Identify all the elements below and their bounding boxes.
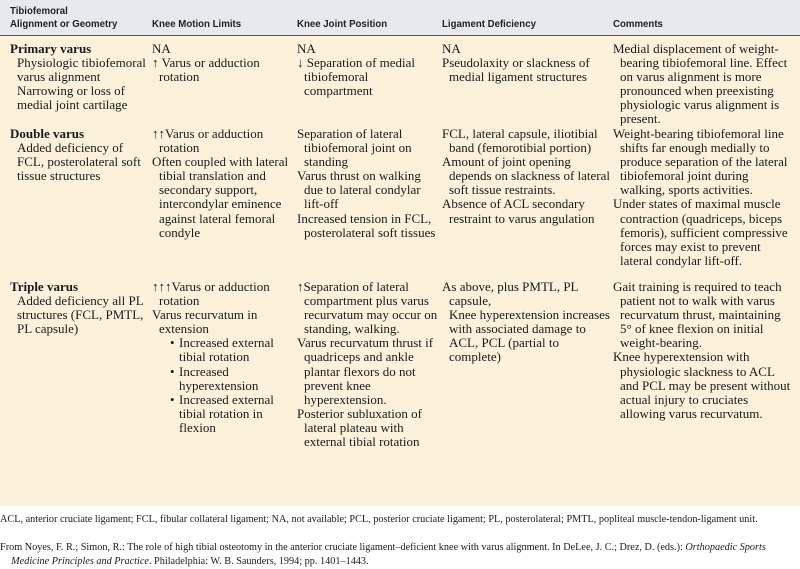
row-heading: Primary varus bbox=[10, 41, 92, 56]
bullet-item: • Increased external tibial rotation in flexion bbox=[152, 393, 295, 435]
cell-comments bbox=[613, 127, 793, 268]
row-heading: Double varus bbox=[10, 126, 85, 141]
footnote-source bbox=[0, 541, 766, 568]
header-joint-position: Knee Joint Position bbox=[297, 18, 388, 30]
cell-motion-limits bbox=[152, 42, 295, 84]
cell-entry: Absence of ACL secondary restraint to varus angulation bbox=[442, 196, 595, 226]
cell-motion-limits bbox=[152, 280, 295, 435]
cell-comments bbox=[613, 280, 793, 421]
cell-entry: Varus recurvatum thrust if quadriceps and ankle plantar flexors do not prevent knee hyperextension. bbox=[297, 335, 434, 407]
source-prefix: From Noyes, F. R.; Simon, R.: The role of high tibial osteotomy in the anterior cruciate ligament–deficient knee with varus alignment. In DeLee, J. C.; Drez, D. (eds.): bbox=[0, 541, 686, 553]
cell-alignment bbox=[10, 127, 150, 183]
cell-entry: Added deficiency of FCL, posterolateral soft tissue structures bbox=[17, 140, 141, 184]
cell-entry: Increased tension in FCL, posterolateral soft tissues bbox=[297, 210, 436, 240]
cell-motion-limits bbox=[152, 127, 295, 240]
cell-entry: Gait training is required to teach patient not to walk with varus recurvatum thrust, maintaining 5° of knee flexion on initial weight-bearing. bbox=[613, 279, 782, 351]
cell-alignment bbox=[10, 280, 150, 336]
header-comments: Comments bbox=[613, 18, 663, 30]
source-title: Orthopaedic Sports Medicine Principles and Practice bbox=[11, 541, 766, 567]
cell-ligament-deficiency bbox=[442, 127, 612, 226]
cell-entry: Weight-bearing tibiofemoral line shifts far enough medially to produce separation of the lateral tibiofemoral joint during walking, sports activities. bbox=[613, 126, 788, 198]
cell-entry: ↑↑↑Varus or adduction rotation bbox=[152, 279, 270, 309]
cell-ligament-deficiency bbox=[442, 280, 612, 365]
cell-entry: ↑↑Varus or adduction rotation bbox=[152, 126, 264, 156]
cell-entry: NA bbox=[442, 41, 461, 56]
cell-alignment bbox=[10, 42, 150, 112]
cell-entry: Medial displacement of weight-bearing tibiofemoral line. Effect on varus alignment is more pronounced when preexisting physiologic varus alignment is present. bbox=[613, 41, 788, 127]
cell-entry: ↑Separation of lateral compartment plus varus recurvatum may occur on standing, walking. bbox=[297, 279, 438, 337]
cell-entry: ↓ Separation of medial tibiofemoral compartment bbox=[297, 55, 416, 99]
cell-entry: NA bbox=[297, 41, 316, 56]
cell-joint-position bbox=[297, 280, 440, 449]
cell-entry: NA bbox=[152, 41, 171, 56]
cell-ligament-deficiency bbox=[442, 42, 612, 84]
cell-entry: Added deficiency all PL structures (FCL, PMTL, PL capsule) bbox=[17, 293, 144, 337]
cell-entry: Knee hyperextension increases with associated damage to ACL, PCL (partial to complete) bbox=[449, 307, 610, 365]
cell-entry: Varus thrust on walking due to lateral condylar lift-off bbox=[297, 168, 421, 212]
cell-entry: Knee hyperextension with physiologic slackness to ACL and PCL may be present without actual injury to cruciates allowing varus recurvatum. bbox=[613, 349, 791, 421]
footnote-abbreviations bbox=[0, 513, 758, 527]
cell-entry: Posterior subluxation of lateral plateau with external tibial rotation bbox=[297, 405, 422, 450]
cell-entry: Often coupled with lateral tibial translation and secondary support, intercondylar eminence against lateral femoral condyle bbox=[152, 154, 289, 240]
bullet-item: • Increased hyperextension bbox=[152, 365, 295, 393]
cell-comments bbox=[613, 42, 793, 127]
cell-entry: FCL, lateral capsule, iliotibial band (femorotibial portion) bbox=[442, 126, 598, 156]
cell-entry: Narrowing or loss of medial joint cartilage bbox=[17, 83, 128, 113]
cell-joint-position bbox=[297, 127, 440, 240]
header-ligament-deficiency: Ligament Deficiency bbox=[442, 18, 536, 30]
source-suffix: . Philadelphia: W. B. Saunders, 1994; pp. 1401–1443. bbox=[148, 554, 369, 567]
header-alignment: Tibiofemoral Alignment or Geometry bbox=[10, 5, 118, 30]
header-motion-limits: Knee Motion Limits bbox=[152, 18, 242, 30]
cell-entry: Pseudolaxity or slackness of medial ligament structures bbox=[442, 55, 590, 85]
bullet-item: • Increased external tibial rotation bbox=[152, 336, 295, 364]
table-header bbox=[0, 0, 800, 36]
cell-entry: Separation of lateral tibiofemoral joint on standing bbox=[297, 126, 412, 170]
cell-entry: As above, plus PMTL, PL capsule, bbox=[442, 279, 579, 309]
cell-entry: Under states of maximal muscle contraction (quadriceps, biceps femoris), sufficient compressive forces may exist to prevent lateral condylar lift-off. bbox=[613, 196, 788, 268]
cell-entry: Amount of joint opening depends on slackness of lateral soft tissue restraints. bbox=[442, 154, 611, 198]
cell-entry: Varus recurvatum in extension bbox=[152, 307, 258, 337]
abbreviations-text: ACL, anterior cruciate ligament; FCL, fibular collateral ligament; NA, not available; PCL, posterior cruciate ligament; PL, posterolateral; PMTL, popliteal muscle-tendon-ligament unit. bbox=[0, 513, 758, 525]
row-heading: Triple varus bbox=[10, 279, 79, 294]
table-body bbox=[0, 36, 800, 506]
cell-entry: ↑ Varus or adduction rotation bbox=[152, 55, 260, 85]
cell-entry: Physiologic tibiofemoral varus alignment bbox=[17, 55, 146, 85]
cell-joint-position bbox=[297, 42, 440, 98]
